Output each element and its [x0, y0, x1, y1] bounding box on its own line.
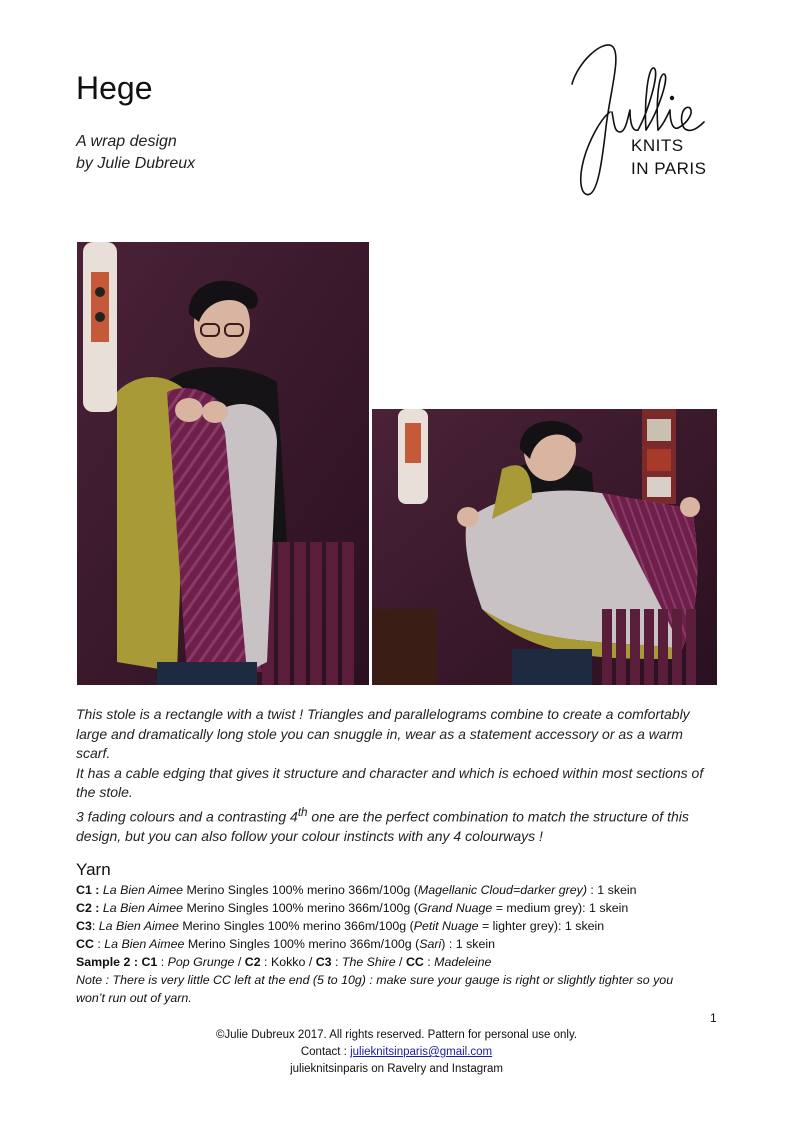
- subtitle: [76, 131, 195, 175]
- intro-paragraph-3: 3 fading colours and a contrasting 4th one are the perfect combination to match the structure of this design, but you can also follow your colour instincts with any 4 colourways !: [76, 805, 689, 844]
- photo-1-illustration: [77, 242, 369, 685]
- yarn-note-line-2: won’t run out of yarn.: [76, 991, 192, 1005]
- page-title: Hege: [76, 70, 153, 106]
- intro-paragraph-2: It has a cable edging that gives it structure and character and which is echoed within most sections of the stole.: [76, 764, 704, 800]
- intro-text: [76, 705, 719, 846]
- logo-line-in-paris: IN PARIS: [631, 159, 707, 178]
- page-number: 1: [710, 1011, 717, 1025]
- yarn-heading: Yarn: [76, 860, 111, 879]
- intro-paragraph-1: This stole is a rectangle with a twist ! Triangles and parallelograms combine to create a comfortably large and dramatically long stole you can snuggle in, wear as a statement accessory or as a warm scarf.: [76, 706, 690, 761]
- photo-model-spreading-stole: [372, 409, 717, 685]
- subtitle-line-2: by Julie Dubreux: [76, 155, 196, 172]
- yarn-c1: C1 : La Bien Aimee Merino Singles 100% merino 366m/100g (Magellanic Cloud=darker grey) : 1 skein: [76, 883, 637, 897]
- logo-text: [631, 134, 706, 180]
- footer-copyright: ©Julie Dubreux 2017. All rights reserved. Pattern for personal use only.: [215, 1029, 578, 1041]
- footer-contact: Contact : julieknitsinparis@gmail.com: [300, 1046, 493, 1058]
- yarn-cc: CC : La Bien Aimee Merino Singles 100% merino 366m/100g (Sari) : 1 skein: [76, 937, 496, 951]
- yarn-c3: C3: La Bien Aimee Merino Singles 100% merino 366m/100g (Petit Nuage = lighter grey): 1 skein: [76, 919, 605, 933]
- logo-line-knits: KNITS: [631, 136, 684, 155]
- photo-2-illustration: [372, 409, 717, 685]
- footer: [0, 1027, 793, 1078]
- yarn-list: [76, 881, 726, 1007]
- email-link[interactable]: julieknitsinparis@gmail.com: [350, 1046, 493, 1058]
- yarn-sample-2: Sample 2 : C1 : Pop Grunge / C2 : Kokko / C3 : The Shire / CC : Madeleine: [76, 955, 492, 969]
- yarn-c2: C2 : La Bien Aimee Merino Singles 100% merino 366m/100g (Grand Nuage = medium grey): 1 skein: [76, 901, 629, 915]
- yarn-note-line-1: Note : There is very little CC left at the end (5 to 10g) : make sure your gauge is right or slightly tighter so you: [76, 973, 674, 987]
- photo-model-wearing-stole: [77, 242, 369, 685]
- footer-social: julieknitsinparis on Ravelry and Instagram: [290, 1063, 503, 1075]
- subtitle-line-1: A wrap design: [76, 133, 177, 150]
